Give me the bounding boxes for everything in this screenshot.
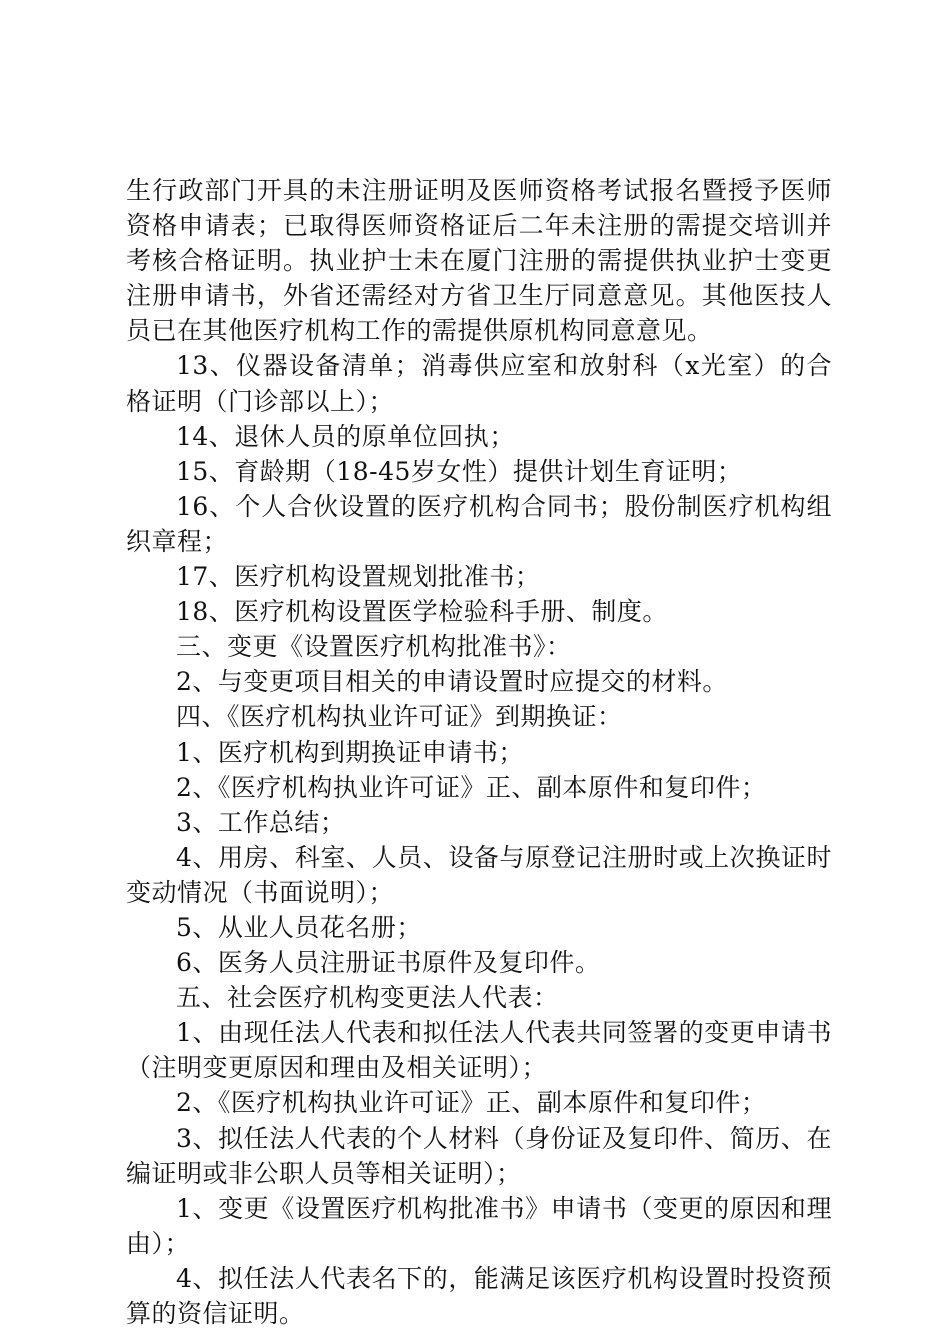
list-item-13: 13、仪器设备清单；消毒供应室和放射科（x光室）的合格证明（门诊部以上）； (126, 351, 832, 416)
list-item-17: 17、医疗机构设置规划批准书； (176, 562, 541, 592)
section-heading-3: 三、变更《设置医疗机构批准书》： (176, 632, 572, 662)
list-item: 3、工作总结； (176, 807, 346, 837)
list-item-15: 15、育龄期（18-45岁女性）提供计划生育证明； (176, 456, 743, 486)
list-item: 2、《医疗机构执业许可证》正、副本原件和复印件； (176, 772, 767, 802)
list-item: 4、用房、科室、人员、设备与原登记注册时或上次换证时变动情况（书面说明）； (126, 842, 832, 907)
list-item: 3、拟任法人代表的个人材料（身份证及复印件、简历、在编证明或非公职人员等相关证明）； (126, 1123, 832, 1188)
paragraph-continuation: 生行政部门开具的未注册证明及医师资格考试报名暨授予医师资格申请表；已取得医师资格证后二年未注册的需提交培训并考核合格证明。执业护士未在厦门注册的需提供执业护士变更注册申请书，外省还需经对方省卫生厅同意意见。其他医技人员已在其他医疗机构工作的需提供原机构同意意见。 (126, 176, 832, 346)
list-item-16: 16、个人合伙设置的医疗机构合同书；股份制医疗机构组织章程； (126, 491, 832, 556)
section-heading-4: 四、《医疗机构执业许可证》到期换证： (176, 702, 623, 732)
list-item: 1、变更《设置医疗机构批准书》申请书（变更的原因和理由）； (126, 1193, 832, 1258)
list-item-18: 18、医疗机构设置医学检验科手册、制度。 (176, 597, 668, 627)
list-item: 2、《医疗机构执业许可证》正、副本原件和复印件； (176, 1088, 767, 1118)
list-item: 1、医疗机构到期换证申请书； (176, 737, 524, 767)
list-item: 2、与变更项目相关的申请设置时应提交的材料。 (176, 667, 728, 697)
list-item: 5、从业人员花名册； (176, 912, 422, 942)
list-item-14: 14、退休人员的原单位回执； (176, 421, 515, 451)
list-item: 1、由现任法人代表和拟任法人代表共同签署的变更申请书（注明变更原因和理由及相关证明）； (126, 1018, 832, 1083)
list-item: 6、医务人员注册证书原件及复印件。 (176, 948, 601, 978)
list-item: 4、拟任法人代表名下的，能满足该医疗机构设置时投资预算的资信证明。 (126, 1263, 832, 1328)
section-heading-5: 五、社会医疗机构变更法人代表： (176, 983, 559, 1013)
document-body (126, 173, 832, 1331)
